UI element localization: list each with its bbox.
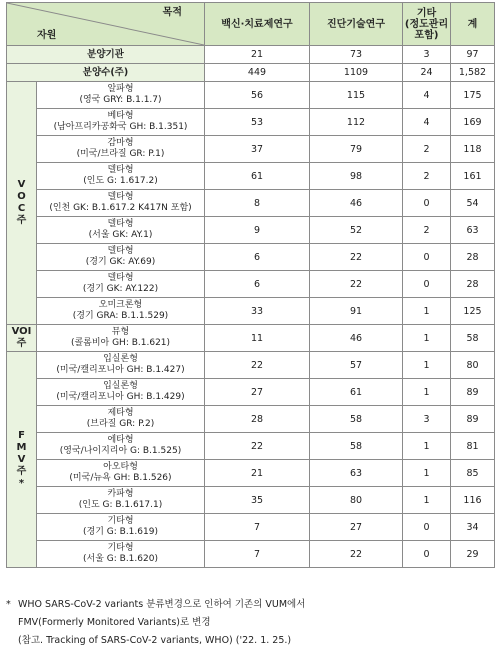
variant-name: 기타형 <box>107 516 134 526</box>
summary-row <box>7 46 495 64</box>
variant-lineage: (서울 G: B.1.620) <box>83 554 158 564</box>
footnote-line: (참고. Tracking of SARS-CoV-2 variants, WHO) ('22. 1. 25.) <box>18 635 292 646</box>
group-label-line: 주 <box>16 338 27 349</box>
cell-value: 28 <box>205 406 310 433</box>
cell-value: 0 <box>403 514 451 541</box>
header-diagnostic: 진단기술연구 <box>310 3 403 46</box>
cell-value: 8 <box>205 190 310 217</box>
resource-label: 자원 <box>37 30 57 41</box>
variant-name-cell <box>37 352 205 379</box>
cell-value: 57 <box>310 352 403 379</box>
variant-lineage: (경기 GK: AY.122) <box>82 284 159 294</box>
summary-label: 분양기관 <box>7 46 205 64</box>
table-row <box>7 460 495 487</box>
variant-name-cell <box>37 217 205 244</box>
cell-value: 2 <box>403 163 451 190</box>
variant-lineage: (영국 GRY: B.1.1.7) <box>79 95 162 105</box>
cell-value: 4 <box>403 109 451 136</box>
variant-lineage: (남아프리카공화국 GH: B.1.351) <box>53 122 188 132</box>
table-row <box>7 136 495 163</box>
variant-lineage: (미국/캘리포니아 GH: B.1.427) <box>56 365 185 375</box>
table-row <box>7 217 495 244</box>
header-vaccine: 백신·치료제연구 <box>205 3 310 46</box>
variant-distribution-table <box>6 2 495 568</box>
cell-value: 46 <box>310 190 403 217</box>
cell-value: 11 <box>205 325 310 352</box>
cell-value: 34 <box>451 514 495 541</box>
cell-value: 73 <box>310 46 403 64</box>
variant-lineage: (미국/뉴욕 GH: B.1.526) <box>69 473 172 483</box>
group-label-voi <box>7 325 37 352</box>
table-row <box>7 298 495 325</box>
summary-label: 분양수(주) <box>7 64 205 82</box>
cell-value: 33 <box>205 298 310 325</box>
variant-lineage: (서울 GK: AY.1) <box>88 230 153 240</box>
variant-name: 델타형 <box>107 165 134 175</box>
cell-value: 52 <box>310 217 403 244</box>
variant-name-cell <box>37 298 205 325</box>
cell-value: 22 <box>310 244 403 271</box>
cell-value: 91 <box>310 298 403 325</box>
cell-value: 116 <box>451 487 495 514</box>
variant-name-cell <box>37 433 205 460</box>
footnote-star: * <box>6 599 11 610</box>
cell-value: 58 <box>451 325 495 352</box>
cell-value: 1 <box>403 325 451 352</box>
variant-name: 아오타형 <box>103 462 138 472</box>
variant-name: 델타형 <box>107 246 134 256</box>
variant-name-cell <box>37 514 205 541</box>
variant-lineage: (콜롬비아 GH: B.1.621) <box>70 338 171 348</box>
group-label-line: V <box>17 453 26 465</box>
variant-name: 베타형 <box>107 111 134 121</box>
variant-lineage: (경기 G: B.1.619) <box>83 527 158 537</box>
cell-value: 7 <box>205 541 310 568</box>
table-row <box>7 190 495 217</box>
table-row <box>7 487 495 514</box>
group-label-line: 주 <box>16 465 27 477</box>
cell-value: 80 <box>310 487 403 514</box>
table-header-row <box>7 3 495 46</box>
table-row <box>7 109 495 136</box>
variant-name: 제타형 <box>107 408 134 418</box>
table-body <box>7 82 495 568</box>
table-row <box>7 541 495 568</box>
cell-value: 37 <box>205 136 310 163</box>
group-label-fmv <box>7 352 37 568</box>
summary-row <box>7 64 495 82</box>
cell-value: 22 <box>205 352 310 379</box>
variant-name-cell <box>37 379 205 406</box>
group-label-line: C <box>17 203 26 214</box>
cell-value: 6 <box>205 271 310 298</box>
variant-lineage: (미국/캘리포니아 GH: B.1.429) <box>56 392 185 402</box>
variant-name: 입실론형 <box>103 381 138 391</box>
cell-value: 79 <box>310 136 403 163</box>
cell-value: 97 <box>451 46 495 64</box>
cell-value: 0 <box>403 190 451 217</box>
header-diagonal-cell <box>7 3 205 46</box>
table-row <box>7 514 495 541</box>
variant-name-cell <box>37 271 205 298</box>
variant-name: 에타형 <box>107 435 134 445</box>
purpose-label: 목적 <box>162 7 182 18</box>
cell-value: 81 <box>451 433 495 460</box>
cell-value: 85 <box>451 460 495 487</box>
group-label-line: M <box>16 441 27 453</box>
variant-name: 오미크론형 <box>98 300 143 310</box>
cell-value: 29 <box>451 541 495 568</box>
cell-value: 169 <box>451 109 495 136</box>
cell-value: 58 <box>310 406 403 433</box>
cell-value: 35 <box>205 487 310 514</box>
cell-value: 24 <box>403 64 451 82</box>
cell-value: 53 <box>205 109 310 136</box>
footnote-line: FMV(Formerly Monitored Variants)로 변경 <box>18 617 211 628</box>
cell-value: 118 <box>451 136 495 163</box>
variant-name-cell <box>37 541 205 568</box>
variant-lineage: (브라질 GR: P.2) <box>86 419 155 429</box>
cell-value: 161 <box>451 163 495 190</box>
cell-value: 4 <box>403 82 451 109</box>
cell-value: 27 <box>310 514 403 541</box>
cell-value: 22 <box>205 433 310 460</box>
variant-lineage: (경기 GK: AY.69) <box>85 257 156 267</box>
cell-value: 63 <box>310 460 403 487</box>
variant-name-cell <box>37 82 205 109</box>
variant-lineage: (미국/브라질 GR: P.1) <box>76 149 165 159</box>
cell-value: 89 <box>451 406 495 433</box>
cell-value: 1 <box>403 487 451 514</box>
variant-lineage: (인도 G: 1.617.2) <box>83 176 158 186</box>
cell-value: 27 <box>205 379 310 406</box>
cell-value: 56 <box>205 82 310 109</box>
cell-value: 63 <box>451 217 495 244</box>
cell-value: 1,582 <box>451 64 495 82</box>
table-row <box>7 271 495 298</box>
variant-name-cell <box>37 163 205 190</box>
table-row <box>7 433 495 460</box>
table-row <box>7 82 495 109</box>
cell-value: 1 <box>403 379 451 406</box>
cell-value: 0 <box>403 244 451 271</box>
cell-value: 22 <box>310 271 403 298</box>
table-row <box>7 379 495 406</box>
cell-value: 21 <box>205 460 310 487</box>
variant-name: 델타형 <box>107 192 134 202</box>
group-label-line: O <box>17 191 26 202</box>
cell-value: 22 <box>310 541 403 568</box>
cell-value: 80 <box>451 352 495 379</box>
footnote-line: WHO SARS-CoV-2 variants 분류변경으로 인하여 기존의 VUM에서 <box>18 599 306 610</box>
cell-value: 1109 <box>310 64 403 82</box>
cell-value: 175 <box>451 82 495 109</box>
table-row <box>7 406 495 433</box>
variant-name: 감마형 <box>107 138 134 148</box>
variant-name: 알파형 <box>107 84 134 94</box>
variant-name-cell <box>37 325 205 352</box>
cell-value: 46 <box>310 325 403 352</box>
variant-name-cell <box>37 460 205 487</box>
cell-value: 0 <box>403 541 451 568</box>
cell-value: 2 <box>403 217 451 244</box>
cell-value: 61 <box>310 379 403 406</box>
cell-value: 28 <box>451 271 495 298</box>
cell-value: 3 <box>403 406 451 433</box>
group-label-line: * <box>18 477 25 489</box>
cell-value: 115 <box>310 82 403 109</box>
cell-value: 112 <box>310 109 403 136</box>
cell-value: 1 <box>403 433 451 460</box>
variant-name: 입실론형 <box>103 354 138 364</box>
footnote <box>6 596 488 650</box>
cell-value: 1 <box>403 298 451 325</box>
cell-value: 61 <box>205 163 310 190</box>
header-etc: 기타 (정도관리 포함) <box>403 3 451 46</box>
variant-name: 기타형 <box>107 543 134 553</box>
variant-name: 카파형 <box>107 489 134 499</box>
group-label-line: V <box>17 179 26 190</box>
cell-value: 125 <box>451 298 495 325</box>
cell-value: 98 <box>310 163 403 190</box>
header-total: 계 <box>451 3 495 46</box>
variant-name-cell <box>37 136 205 163</box>
cell-value: 28 <box>451 244 495 271</box>
group-label-line: VOI <box>11 326 32 337</box>
group-label-voc <box>7 82 37 325</box>
table-row <box>7 163 495 190</box>
cell-value: 7 <box>205 514 310 541</box>
cell-value: 54 <box>451 190 495 217</box>
variant-name: 델타형 <box>107 219 134 229</box>
group-label-line: F <box>18 429 25 441</box>
variant-name-cell <box>37 190 205 217</box>
variant-lineage: (인천 GK: B.1.617.2 K417N 포함) <box>49 203 192 213</box>
variant-lineage: (인도 G: B.1.617.1) <box>78 500 163 510</box>
variant-name-cell <box>37 406 205 433</box>
cell-value: 2 <box>403 136 451 163</box>
variant-lineage: (영국/나이지리아 G: B.1.525) <box>59 446 182 456</box>
cell-value: 0 <box>403 271 451 298</box>
cell-value: 21 <box>205 46 310 64</box>
group-label-line: 주 <box>16 215 27 226</box>
cell-value: 89 <box>451 379 495 406</box>
variant-name-cell <box>37 244 205 271</box>
cell-value: 58 <box>310 433 403 460</box>
variant-lineage: (경기 GRA: B.1.1.529) <box>72 311 169 321</box>
table-row <box>7 244 495 271</box>
cell-value: 6 <box>205 244 310 271</box>
cell-value: 9 <box>205 217 310 244</box>
cell-value: 449 <box>205 64 310 82</box>
variant-name-cell <box>37 109 205 136</box>
table-row <box>7 325 495 352</box>
table-row <box>7 352 495 379</box>
variant-name: 델타형 <box>107 273 134 283</box>
variant-name-cell <box>37 487 205 514</box>
variant-name: 뮤형 <box>111 327 130 337</box>
cell-value: 3 <box>403 46 451 64</box>
cell-value: 1 <box>403 460 451 487</box>
cell-value: 1 <box>403 352 451 379</box>
